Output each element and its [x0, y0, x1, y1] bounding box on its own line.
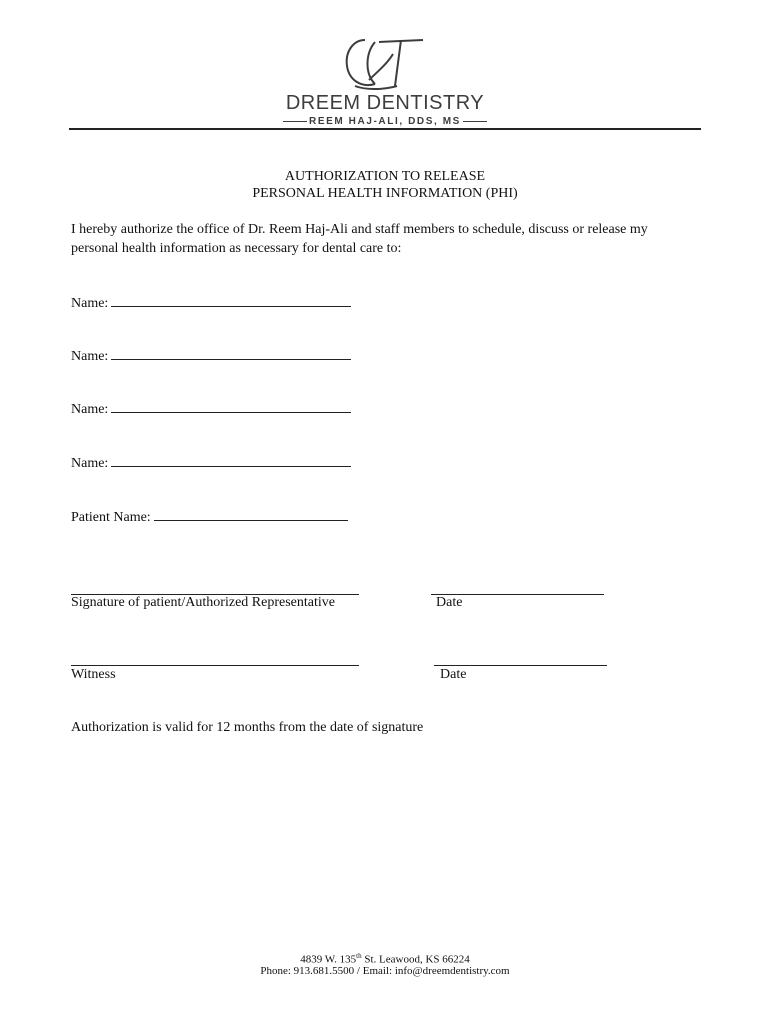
validity-note: Authorization is valid for 12 months from the date of signature	[71, 720, 424, 735]
patient-name-label: Patient Name:	[71, 510, 151, 525]
witness-date-label: Date	[440, 667, 467, 682]
footer-contact: Phone: 913.681.5500 / Email: info@dreemdentistry.com	[260, 965, 510, 977]
name-label: Name:	[71, 456, 109, 471]
name-label: Name:	[71, 402, 109, 417]
name-label: Name:	[71, 349, 109, 364]
signature-label: Signature of patient/Authorized Representative	[71, 595, 335, 610]
name-field-2	[71, 345, 351, 365]
name-input-line[interactable]	[111, 398, 351, 413]
name-field-4	[71, 452, 351, 472]
name-input-line[interactable]	[111, 292, 351, 307]
name-input-line[interactable]	[111, 452, 351, 467]
header-rule	[69, 128, 701, 130]
witness-line[interactable]	[71, 665, 359, 666]
name-field-3	[71, 398, 351, 418]
document-title-line-1: AUTHORIZATION TO RELEASE	[284, 169, 486, 184]
intro-line-1: I hereby authorize the office of Dr. Reem Haj-Ali and staff members to schedule, discuss or release my	[71, 222, 648, 237]
footer-address: 4839 W. 135th St. Leawood, KS 66224	[300, 952, 470, 966]
name-input-line[interactable]	[111, 345, 351, 360]
brand-subtitle: REEM HAJ-ALI, DDS, MS	[0, 116, 770, 127]
witness-date-line[interactable]	[434, 665, 607, 666]
patient-name-field	[71, 506, 348, 526]
name-field-1	[71, 292, 351, 312]
patient-name-input-line[interactable]	[154, 506, 348, 521]
signature-date-label: Date	[436, 595, 463, 610]
dreem-dentistry-logo	[335, 34, 435, 94]
witness-label: Witness	[71, 667, 116, 682]
brand-name: DREEM DENTISTRY	[285, 92, 485, 114]
name-label: Name:	[71, 296, 109, 311]
intro-line-2: personal health information as necessary for dental care to:	[71, 241, 402, 256]
document-title-line-2: PERSONAL HEALTH INFORMATION (PHI)	[252, 186, 518, 201]
